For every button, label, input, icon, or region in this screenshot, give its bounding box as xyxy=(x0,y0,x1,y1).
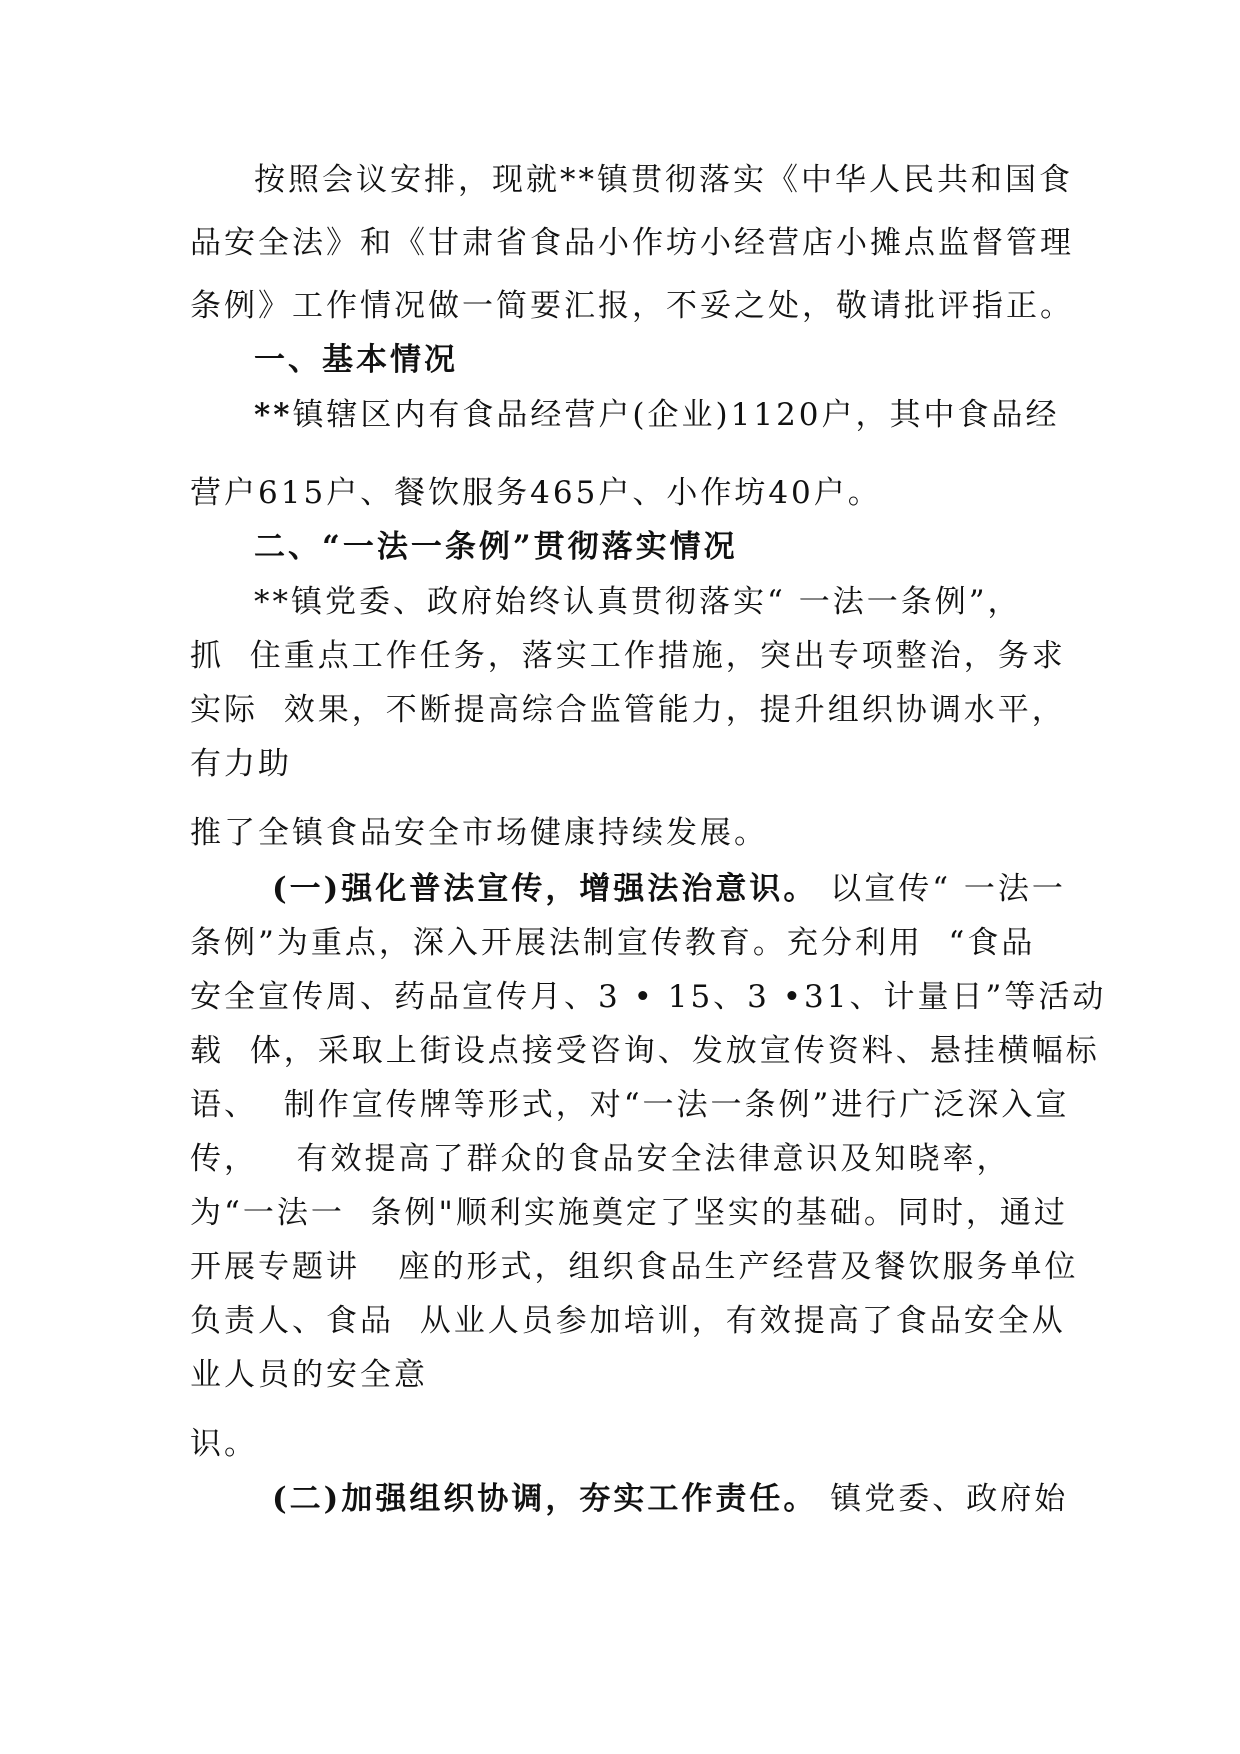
section-1-line-1 xyxy=(254,395,1060,435)
section-2-line-3: 实际 效果，不断提高综合监管能力，提升组织协调水平， xyxy=(190,692,1066,728)
subsection-2-lead-rest: 镇党委、政府始 xyxy=(817,1481,1069,1517)
intro-line-3: 条例》工作情况做一简要汇报，不妥之处，敬请批评指正。 xyxy=(190,288,1074,324)
section-2-line-4: 有力助 xyxy=(190,746,292,782)
subsection-1-line-8: 负责人、食品 从业人员参加培训，有效提高了食品安全从 xyxy=(190,1303,1066,1339)
section-1-line-1-rest: 镇辖区内有食品经营户(企业)1120户，其中食品经 xyxy=(292,397,1060,433)
section-2-line-1: **镇党委、政府始终认真贯彻落实“ 一法一条例”， xyxy=(254,584,1022,620)
subsection-1-lead xyxy=(272,869,1066,909)
subsection-1-line-5: 传， 有效提高了群众的食品安全法律意识及知晓率， xyxy=(190,1141,1011,1177)
subsection-1-line-3: 载 体，采取上街设点接受咨询、发放宣传资料、悬挂横幅标 xyxy=(190,1033,1100,1069)
subsection-1-lead-rest: 以宣传“ 一法一 xyxy=(817,871,1066,907)
subsection-2-heading: (二)加强组织协调，夯实工作责任。 xyxy=(272,1481,818,1517)
subsection-1-line-2: 安全宣传周、药品宣传月、3 • 15、3 •31、计量日”等活动 xyxy=(190,979,1107,1015)
section-1-line-2: 营户615户、餐饮服务465户、小作坊40户。 xyxy=(190,475,882,511)
subsection-1-line-4: 语、 制作宣传牌等形式，对“一法一条例”进行广泛深入宣 xyxy=(190,1087,1070,1123)
section-1-line-1-text xyxy=(254,397,1060,433)
section-2-line-2: 抓 住重点工作任务，落实工作措施，突出专项整治，务求 xyxy=(190,638,1066,674)
intro-line-1: 按照会议安排，现就**镇贯彻落实《中华人民共和国食 xyxy=(254,162,1073,198)
subsection-1-line-7: 开展专题讲 座的形式，组织食品生产经营及餐饮服务单位 xyxy=(190,1249,1079,1285)
section-2-line-5: 推了全镇食品安全市场健康持续发展。 xyxy=(190,815,768,851)
intro-line-2: 品安全法》和《甘肃省食品小作坊小经营店小摊点监督管理 xyxy=(190,225,1074,261)
subsection-1-line-9: 业人员的安全意 xyxy=(190,1357,428,1393)
subsection-1-line-6: 为“一法一 条例"顺利实施奠定了坚实的基础。同时，通过 xyxy=(190,1195,1068,1231)
subsection-1-heading: (一)强化普法宣传，增强法治意识。 xyxy=(272,871,818,907)
subsection-2-lead xyxy=(272,1479,1068,1519)
subsection-1-line-1: 条例”为重点，深入开展法制宣传教育。充分利用 “食品 xyxy=(190,925,1036,961)
section-2-heading: 二、“一法一条例”贯彻落实情况 xyxy=(254,529,738,565)
emphasis-stars: ** xyxy=(254,397,293,433)
section-1-heading: 一、基本情况 xyxy=(254,342,458,378)
subsection-1-line-10: 识。 xyxy=(190,1426,258,1462)
